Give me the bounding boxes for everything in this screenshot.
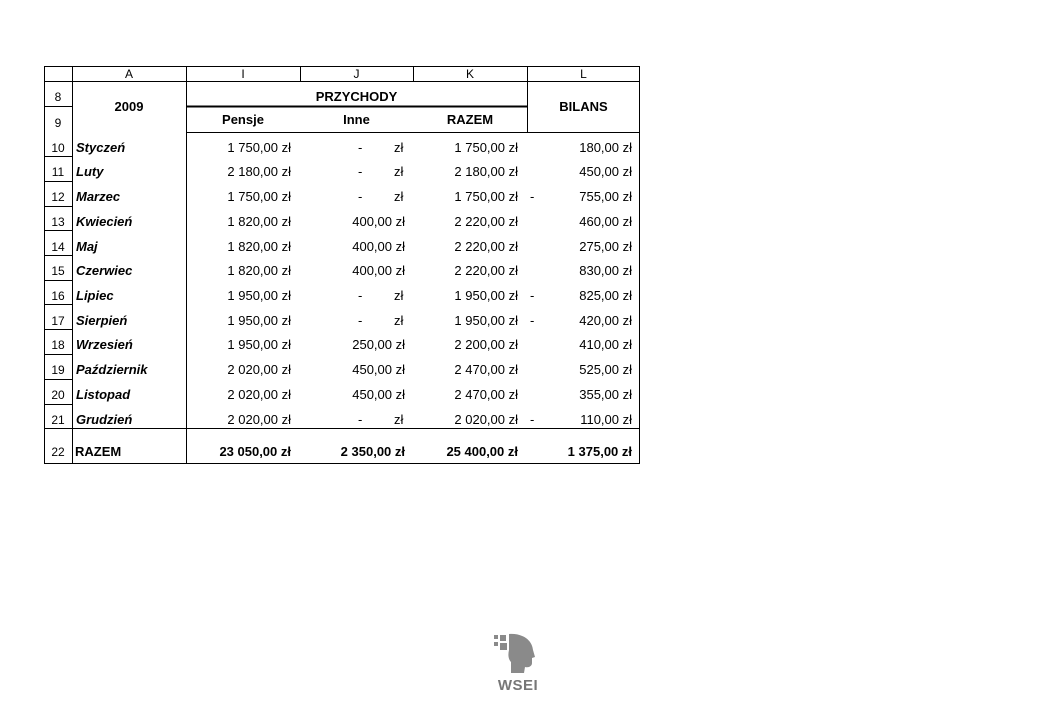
month-cell[interactable]: Sierpień	[76, 313, 128, 328]
bilans-sign[interactable]: -	[530, 189, 535, 204]
bilans-cell[interactable]: 450,00 zł	[579, 164, 632, 179]
month-cell[interactable]: Kwiecień	[76, 214, 133, 229]
inne-unit[interactable]: zł	[394, 164, 404, 179]
inne-dash[interactable]: -	[358, 288, 363, 303]
row-number-9[interactable]: 9	[54, 116, 62, 130]
year-cell[interactable]: 2009	[114, 99, 144, 114]
inne-cell[interactable]: 400,00 zł	[352, 214, 405, 229]
bilans-cell[interactable]: 420,00 zł	[579, 313, 632, 328]
bilans-cell[interactable]: 755,00 zł	[579, 189, 632, 204]
row-number-22[interactable]: 22	[51, 445, 65, 459]
razem-cell[interactable]: 2 200,00 zł	[454, 337, 518, 352]
row-number[interactable]: 21	[51, 413, 65, 427]
total-inne[interactable]: 2 350,00 zł	[340, 444, 405, 459]
pensje-cell[interactable]: 2 020,00 zł	[227, 412, 291, 427]
pensje-cell[interactable]: 1 750,00 zł	[227, 140, 291, 155]
total-bilans[interactable]: 1 375,00 zł	[567, 444, 632, 459]
inne-dash[interactable]: -	[358, 412, 363, 427]
inne-dash[interactable]: -	[358, 140, 363, 155]
column-header-i[interactable]: I	[241, 67, 245, 81]
pensje-cell[interactable]: 2 020,00 zł	[227, 362, 291, 377]
row-number[interactable]: 16	[51, 289, 65, 303]
wsei-logo-text: WSEI	[497, 677, 539, 694]
spreadsheet	[44, 66, 640, 464]
inne-unit[interactable]: zł	[394, 313, 404, 328]
bilans-sign[interactable]: -	[530, 288, 535, 303]
pensje-cell[interactable]: 1 750,00 zł	[227, 189, 291, 204]
inne-unit[interactable]: zł	[394, 288, 404, 303]
razem-cell[interactable]: 2 220,00 zł	[454, 214, 518, 229]
pensje-cell[interactable]: 2 180,00 zł	[227, 164, 291, 179]
razem-cell[interactable]: 1 750,00 zł	[454, 140, 518, 155]
razem-cell[interactable]: 2 180,00 zł	[454, 164, 518, 179]
razem-cell[interactable]: 2 020,00 zł	[454, 412, 518, 427]
inne-cell[interactable]: 400,00 zł	[352, 239, 405, 254]
bilans-cell[interactable]: 525,00 zł	[579, 362, 632, 377]
razem-cell[interactable]: 2 220,00 zł	[454, 239, 518, 254]
row-number[interactable]: 20	[51, 388, 65, 402]
pensje-cell[interactable]: 1 820,00 zł	[227, 214, 291, 229]
column-header-k[interactable]: K	[465, 67, 474, 81]
pensje-cell[interactable]: 1 820,00 zł	[227, 239, 291, 254]
month-cell[interactable]: Grudzień	[76, 412, 133, 427]
inne-cell[interactable]: 400,00 zł	[352, 263, 405, 278]
month-cell[interactable]: Listopad	[76, 387, 131, 402]
row-number-8[interactable]: 8	[54, 90, 62, 104]
razem-cell[interactable]: 2 220,00 zł	[454, 263, 518, 278]
month-cell[interactable]: Lipiec	[76, 288, 114, 303]
inne-header[interactable]: Inne	[343, 112, 370, 127]
row-number[interactable]: 11	[51, 165, 65, 179]
bilans-cell[interactable]: 460,00 zł	[579, 214, 632, 229]
razem-cell[interactable]: 1 950,00 zł	[454, 313, 518, 328]
przychody-header[interactable]: PRZYCHODY	[315, 89, 398, 104]
inne-unit[interactable]: zł	[394, 412, 404, 427]
bilans-cell[interactable]: 825,00 zł	[579, 288, 632, 303]
pensje-cell[interactable]: 2 020,00 zł	[227, 387, 291, 402]
total-razem[interactable]: 25 400,00 zł	[446, 444, 518, 459]
total-pensje[interactable]: 23 050,00 zł	[219, 444, 291, 459]
row-number[interactable]: 17	[51, 314, 65, 328]
bilans-cell[interactable]: 830,00 zł	[579, 263, 632, 278]
bilans-header[interactable]: BILANS	[559, 99, 608, 114]
inne-dash[interactable]: -	[358, 164, 363, 179]
razem-cell[interactable]: 1 950,00 zł	[454, 288, 518, 303]
month-cell[interactable]: Marzec	[76, 189, 121, 204]
inne-dash[interactable]: -	[358, 313, 363, 328]
month-cell[interactable]: Czerwiec	[76, 263, 133, 278]
bilans-sign[interactable]: -	[530, 412, 535, 427]
bilans-cell[interactable]: 410,00 zł	[579, 337, 632, 352]
pensje-cell[interactable]: 1 950,00 zł	[227, 313, 291, 328]
month-cell[interactable]: Październik	[76, 362, 148, 377]
bilans-cell[interactable]: 180,00 zł	[579, 140, 632, 155]
bilans-cell[interactable]: 355,00 zł	[579, 387, 632, 402]
column-header-a[interactable]: A	[124, 67, 133, 81]
inne-dash[interactable]: -	[358, 189, 363, 204]
row-number[interactable]: 15	[51, 264, 65, 278]
row-number[interactable]: 14	[51, 240, 65, 254]
pensje-cell[interactable]: 1 950,00 zł	[227, 337, 291, 352]
row-number[interactable]: 18	[51, 338, 65, 352]
row-number[interactable]: 12	[51, 190, 65, 204]
total-label[interactable]: RAZEM	[75, 444, 122, 459]
inne-cell[interactable]: 450,00 zł	[352, 387, 405, 402]
bilans-cell[interactable]: 110,00 zł	[580, 412, 632, 427]
pensje-cell[interactable]: 1 950,00 zł	[227, 288, 291, 303]
row-number[interactable]: 13	[51, 215, 65, 229]
inne-cell[interactable]: 250,00 zł	[352, 337, 405, 352]
month-cell[interactable]: Wrzesień	[76, 337, 133, 352]
razem-header[interactable]: RAZEM	[446, 112, 494, 127]
bilans-sign[interactable]: -	[530, 313, 535, 328]
month-cell[interactable]: Luty	[76, 164, 104, 179]
inne-unit[interactable]: zł	[394, 189, 404, 204]
month-cell[interactable]: Styczeń	[76, 140, 126, 155]
column-header-j[interactable]: J	[353, 67, 360, 81]
month-cell[interactable]: Maj	[76, 239, 98, 254]
inne-cell[interactable]: 450,00 zł	[352, 362, 405, 377]
row-number[interactable]: 10	[51, 141, 65, 155]
column-header-l[interactable]: L	[580, 67, 587, 81]
pensje-cell[interactable]: 1 820,00 zł	[227, 263, 291, 278]
bilans-cell[interactable]: 275,00 zł	[579, 239, 632, 254]
pensje-header[interactable]: Pensje	[222, 112, 264, 127]
inne-unit[interactable]: zł	[394, 140, 404, 155]
razem-cell[interactable]: 1 750,00 zł	[454, 189, 518, 204]
row-number[interactable]: 19	[51, 363, 65, 377]
razem-cell[interactable]: 2 470,00 zł	[454, 362, 518, 377]
razem-cell[interactable]: 2 470,00 zł	[454, 387, 518, 402]
